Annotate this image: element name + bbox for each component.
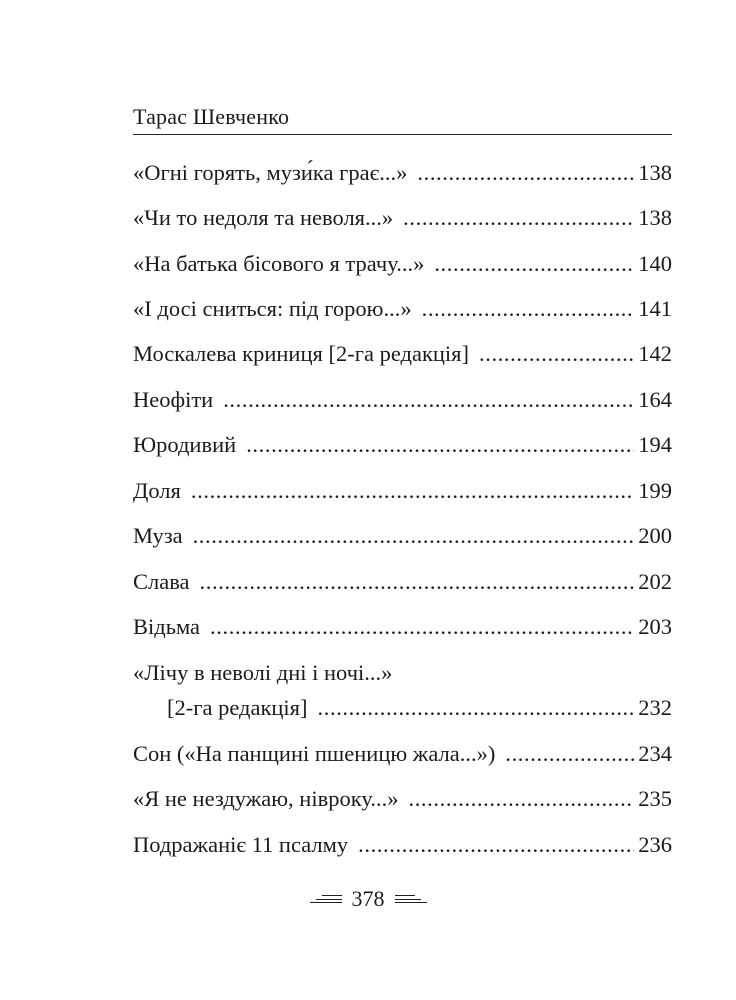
toc-entry-title: Доля (133, 478, 181, 503)
dot-leader (422, 294, 635, 324)
dot-leader (210, 612, 634, 642)
toc-entry-title: Юродивий (133, 432, 237, 457)
toc-entry[interactable] (133, 567, 672, 597)
toc-entry-title: Слава (133, 569, 190, 594)
dot-leader (479, 339, 634, 369)
dot-leader (191, 476, 634, 506)
dot-leader (223, 385, 634, 415)
toc-entry-title: «На батька бісового я трачу...» (133, 251, 425, 276)
page-number: 378 (351, 886, 385, 911)
toc-entry-page: 164 (638, 387, 672, 412)
toc-entry-title: «І досі сниться: під горою...» (133, 296, 412, 321)
toc-entry[interactable] (133, 739, 672, 769)
toc-entry-page: 142 (638, 341, 672, 366)
toc-entry[interactable] (133, 784, 672, 814)
toc-entry[interactable] (133, 476, 672, 506)
toc-entry[interactable] (133, 294, 672, 324)
toc-entry-continuation[interactable] (167, 693, 672, 723)
dot-leader (505, 739, 634, 769)
dot-leader (417, 158, 634, 188)
toc-entry[interactable] (133, 385, 672, 415)
toc-entry-title: Муза (133, 523, 183, 548)
toc-entry-page: 138 (638, 160, 672, 185)
table-of-contents (133, 0, 672, 1000)
toc-entry-page: 232 (638, 695, 672, 720)
toc-entry[interactable] (133, 612, 672, 642)
toc-entry[interactable] (133, 430, 672, 460)
running-head-author: Тарас Шевченко (133, 104, 290, 129)
toc-entry-title: Відьма (133, 614, 201, 639)
toc-entry-title: Неофіти (133, 387, 214, 412)
toc-entry[interactable] (133, 339, 672, 369)
toc-entry[interactable] (133, 249, 672, 279)
dot-leader (318, 693, 635, 723)
toc-entry-first-line[interactable] (133, 658, 672, 688)
toc-entry-title-continuation: [2-га редакція] (167, 695, 308, 720)
toc-entry[interactable] (133, 830, 672, 860)
dot-leader (246, 430, 634, 460)
dot-leader (193, 521, 635, 551)
dot-leader (408, 784, 634, 814)
toc-entry-page: 203 (638, 614, 672, 639)
toc-entry-page: 194 (638, 432, 672, 457)
toc-entry-title: «Чи то недоля та неволя...» (133, 205, 394, 230)
toc-entry-page: 236 (638, 832, 672, 857)
toc-entry-title: «Я не нездужаю, нівроку...» (133, 786, 399, 811)
toc-entry[interactable] (133, 158, 672, 188)
toc-entry[interactable] (133, 203, 672, 233)
toc-entry-title: Москалева криниця [2-га редакція] (133, 341, 470, 366)
toc-entry-title: «Огні горять, музи́ка грає...» (133, 160, 408, 185)
toc-entry[interactable] (133, 521, 672, 551)
toc-entry-title: «Лічу в неволі дні і ночі...» (133, 660, 393, 685)
dot-leader (403, 203, 634, 233)
dot-leader (200, 567, 635, 597)
dot-leader (434, 249, 634, 279)
toc-entry-page: 199 (638, 478, 672, 503)
toc-entry-page: 234 (638, 741, 672, 766)
toc-entry-title: Подражаніє 11 псалму (133, 832, 349, 857)
page-folio (0, 884, 736, 914)
toc-entry-page: 235 (638, 786, 672, 811)
toc-entry-page: 138 (638, 205, 672, 230)
dot-leader (358, 830, 634, 860)
folio-ornament-right (395, 894, 427, 904)
toc-entry-page: 202 (638, 569, 672, 594)
folio-ornament-left (310, 894, 342, 904)
toc-entry-page: 141 (638, 296, 672, 321)
toc-entry-page: 140 (638, 251, 672, 276)
toc-entry-title: Сон («На панщині пшеницю жала...») (133, 741, 496, 766)
toc-entry-page: 200 (638, 523, 672, 548)
